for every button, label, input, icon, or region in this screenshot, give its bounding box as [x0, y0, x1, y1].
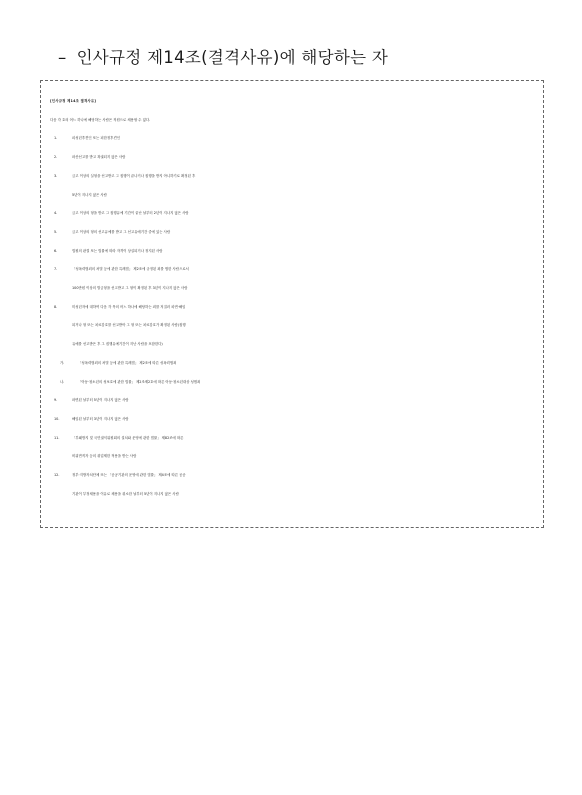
list-item	[50, 466, 550, 485]
item-number: 2.	[54, 155, 58, 160]
list-item	[50, 391, 550, 410]
item-text: 금고 이상의 실형을 선고받고 그 집행이 끝나거나 집행을 받지 아니하기로 확정된 후	[72, 173, 196, 178]
item-number: 12.	[54, 473, 60, 478]
list-item	[50, 298, 550, 317]
list-item	[50, 410, 550, 429]
item-number: 4.	[54, 211, 58, 216]
item-text: 금고 이상의 형을 받고 그 집행유예 기간이 끝난 날부터 2년이 지나지 않은 사람	[72, 211, 189, 216]
item-text: 금고 이상의 형의 선고유예를 받고 그 선고유예기간 중에 있는 사람	[72, 229, 171, 234]
item-text: 정부·지방자치단체 또는 「공공기관의 운영에 관한 법률」 제4조에 따른 공공	[72, 473, 186, 478]
item-number: 5.	[54, 229, 58, 234]
item-text: 비위면직자 등의 취업제한 적용을 받는 사람	[72, 454, 137, 459]
item-text: 「성폭력범죄의 처벌 등에 관한 특례법」 제2조에 규정된 죄를 범한 사람으로서	[72, 267, 189, 272]
sub-list-item	[50, 373, 550, 392]
list-item	[50, 429, 550, 448]
heading-text: 인사규정 제14조(결격사유)에 해당하는 자	[76, 48, 389, 67]
item-number: 8.	[54, 304, 58, 309]
item-text: 「성폭력범죄의 처벌 등에 관한 특례법」 제2조에 따른 성폭력범죄	[78, 360, 177, 365]
item-text: 기관이 부정채용을 이유로 채용을 취소한 날부터 5년이 지나지 않은 사람	[72, 491, 179, 496]
list-item	[50, 260, 550, 279]
sub-item-letter: 가.	[60, 360, 65, 365]
list-item	[50, 167, 550, 186]
list-item	[50, 223, 550, 242]
item-text: 100만원 이상의 벌금형을 선고받고 그 형이 확정된 후 3년이 지나지 않은 사람	[72, 286, 188, 291]
list-item-continuation	[50, 279, 550, 298]
section-heading	[58, 44, 388, 68]
list-item-continuation	[50, 316, 550, 335]
disqualification-content	[50, 92, 550, 503]
list-item	[50, 148, 550, 167]
list-item	[50, 204, 550, 223]
item-number: 11.	[54, 435, 60, 440]
item-text: 해임된 날부터 3년이 지나지 않은 사람	[72, 416, 129, 421]
item-text: 법원의 판결 또는 법률에 따라 자격이 상실되거나 정지된 사람	[72, 248, 163, 253]
sub-item-letter: 나.	[60, 379, 65, 384]
item-text: 파면된 날부터 5년이 지나지 않은 사람	[72, 398, 129, 403]
item-text: 「아동·청소년의 성보호에 관한 법률」 제2조제2호에 따른 아동·청소년대상 성범죄	[78, 379, 201, 384]
item-text: 유예를 선고받은 후 그 집행유예기간이 지난 사람을 포함한다)	[72, 342, 163, 347]
intro-text: 다음 각 호의 어느 하나에 해당하는 사람은 직원으로 채용할 수 없다.	[50, 117, 151, 122]
item-number: 6.	[54, 248, 58, 253]
sub-list-item	[50, 354, 550, 373]
list-item	[50, 129, 550, 148]
item-text: 「부패방지 및 국민권익위원회의 설치와 운영에 관한 법률」 제82조에 따른	[72, 435, 184, 440]
list-item-continuation	[50, 335, 550, 354]
item-text: 파산선고를 받고 복권되지 않은 사람	[72, 155, 126, 160]
list-item-continuation	[50, 186, 550, 205]
box-title: [인사규정 제14조 결격사유]	[50, 99, 97, 103]
item-number: 1.	[54, 136, 58, 141]
item-text: 되거나 형 또는 치료감호를 선고받아 그 형 또는 치료감호가 확정된 사람(집행	[72, 323, 186, 328]
item-text: 5년이 지나지 않은 사람	[72, 192, 107, 197]
item-number: 3.	[54, 173, 58, 178]
list-item-continuation	[50, 447, 550, 466]
heading-dash: –	[58, 48, 67, 67]
item-number: 7.	[54, 267, 58, 272]
item-number: 10.	[54, 416, 60, 421]
item-text: 미성년자에 대하여 다음 각 목의 어느 하나에 해당하는 죄를 저질러 파면·해임	[72, 304, 186, 309]
list-item	[50, 242, 550, 261]
item-number: 9.	[54, 398, 58, 403]
list-item-continuation	[50, 485, 550, 504]
item-text: 피성년후견인 또는 피한정후견인	[72, 136, 121, 141]
